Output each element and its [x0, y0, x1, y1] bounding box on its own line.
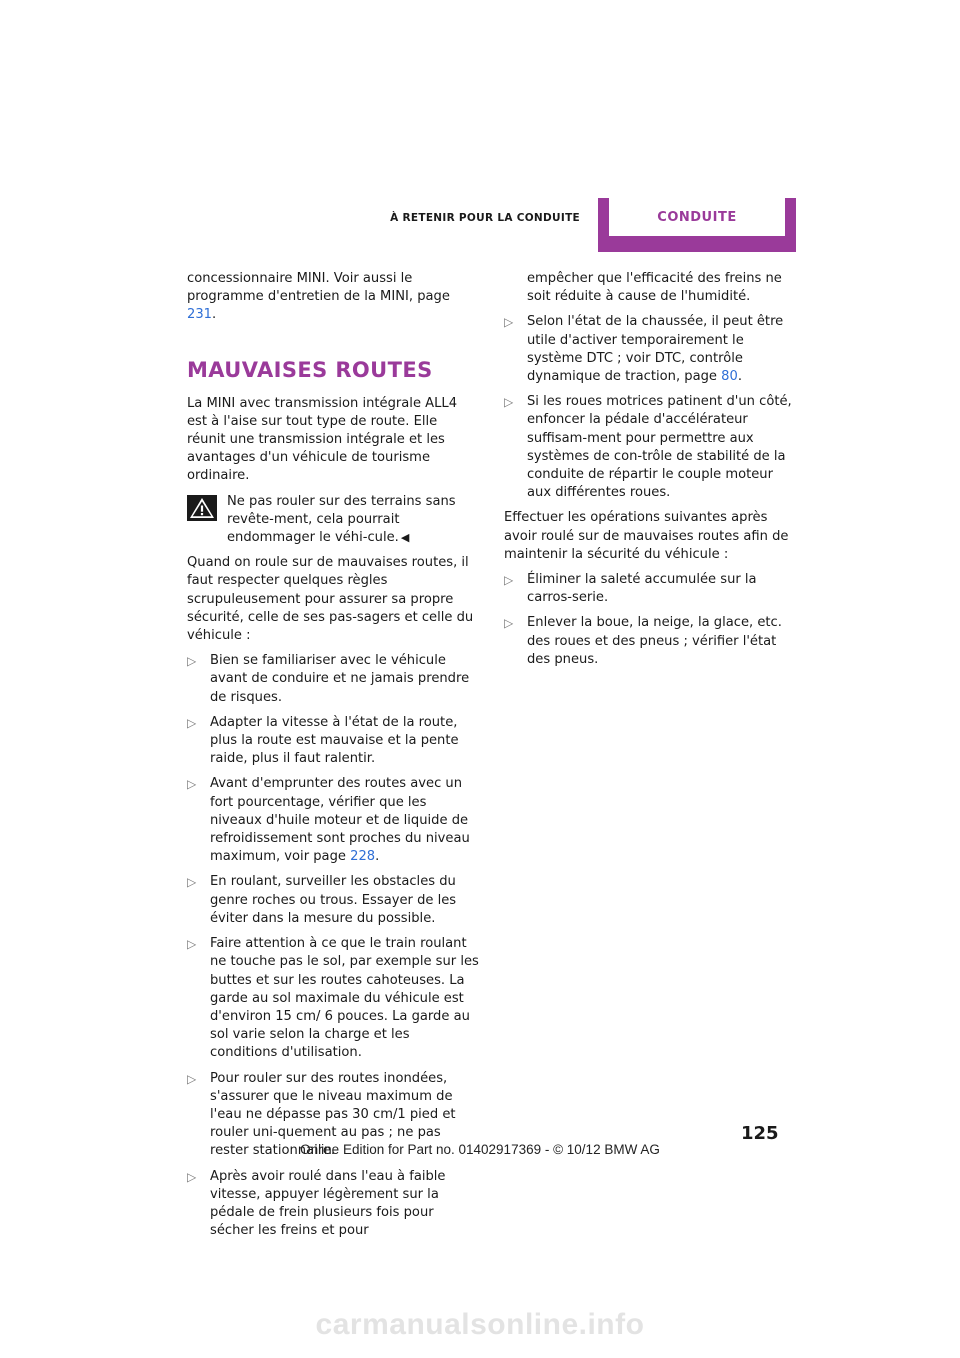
right-bullet-list-2: [504, 571, 796, 669]
list-item: [187, 873, 479, 928]
list-item-text: Avant d'emprunter des routes avec un fort pourcentage, vérifier que les niveaux d'huile moteur et de liquide de refroidissement sont proches du niveau maximum, voir page: [210, 776, 470, 865]
bullet-marker: ▷: [504, 315, 514, 330]
list-item: [187, 652, 479, 707]
right-bullet-list-1: [504, 313, 796, 502]
right-column: [504, 270, 796, 676]
warning-note: [187, 493, 479, 548]
bullet-marker: ▷: [504, 573, 514, 588]
section-header: À RETENIR POUR LA CONDUITE: [390, 212, 580, 224]
list-item-text: Après avoir roulé dans l'eau à faible vitesse, appuyer légèrement sur la pédale de frein plusieurs fois pour sécher les freins et pour: [210, 1168, 446, 1239]
bullet-marker: ▷: [187, 715, 197, 730]
bullet-marker: ▷: [187, 1169, 197, 1184]
list-item-text: Bien se familiariser avec le véhicule avant de conduire et ne jamais prendre de risques.: [210, 653, 470, 705]
bullet-marker: ▷: [187, 937, 197, 952]
footer-text: Online Edition for Part no. 01402917369 - © 10/12 BMW AG: [300, 1142, 660, 1157]
list-item-end: .: [737, 369, 742, 385]
bullet-continuation: empêcher que l'efficacité des freins ne soit réduite à cause de l'humidité.: [527, 271, 782, 305]
chapter-tab-label: CONDUITE: [609, 198, 785, 236]
warning-icon: [187, 495, 217, 521]
list-item-text: Selon l'état de la chaussée, il peut être utile d'activer temporairement le système DTC ; voir DTC, contrôle dynamique de traction, page: [527, 314, 784, 385]
list-item: [187, 1168, 479, 1241]
list-item: [187, 714, 479, 769]
list-item: [187, 935, 479, 1062]
intro-end: .: [212, 307, 217, 323]
list-item: [187, 775, 479, 866]
page-link-80[interactable]: 80: [721, 369, 738, 385]
paragraph-3: Effectuer les opérations suivantes après avoir roulé sur de mauvaises routes afin de maintenir la sécurité du véhicule :: [504, 510, 789, 562]
list-item-text: En roulant, surveiller les obstacles du genre roches ou trous. Essayer de les éviter dans la mesure du possible.: [210, 874, 457, 926]
bullet-marker: ▷: [504, 616, 514, 631]
paragraph-1: La MINI avec transmission intégrale ALL4 est à l'aise sur tout type de route. Elle réunit une transmission intégrale et les avantages d'un véhicule de tourisme ordinaire.: [187, 395, 458, 484]
intro-paragraph: [187, 270, 479, 325]
list-item-text: Pour rouler sur des routes inondées, s'assurer que le niveau maximum de l'eau ne dépasse pas 30 cm/1 pied et rouler uni-quement au pas ; ne pas rester stationnaire.: [210, 1070, 456, 1159]
list-item-end: .: [375, 849, 380, 865]
page-number: 125: [741, 1123, 779, 1144]
list-item-text: Si les roues motrices patinent d'un côté, enfoncer la pédale d'accélérateur suffisam-ment pour permettre aux systèmes de con-trôle de stabilité de la conduite de répartir le couple moteur aux différentes roues.: [527, 394, 792, 501]
bullet-marker: ▷: [187, 1071, 197, 1086]
bullet-marker: ▷: [187, 777, 197, 792]
section-title: MAUVAISES ROUTES: [187, 357, 433, 382]
list-item: [504, 393, 796, 502]
watermark: carmanualsonline.info: [315, 1308, 645, 1341]
list-item-text: Enlever la boue, la neige, la glace, etc. des roues et des pneus ; vérifier l'état des pneus.: [527, 615, 782, 667]
list-item-text: Adapter la vitesse à l'état de la route, plus la route est mauvaise et la pente raide, plus il faut ralentir.: [210, 714, 459, 767]
chapter-tab: [598, 198, 796, 252]
paragraph-2: Quand on roule sur de mauvaises routes, il faut respecter quelques règles scrupuleusement pour assurer sa propre sécurité, celle de ses pas-sagers et celle du véhicule :: [187, 555, 474, 644]
page-link-231[interactable]: 231: [187, 307, 212, 323]
end-marker: ◀: [400, 531, 410, 545]
page-link-228[interactable]: 228: [350, 849, 376, 865]
list-item: [504, 313, 796, 386]
warning-text: Ne pas rouler sur des terrains sans revête-ment, cela pourrait endommager le véhi-cule.: [227, 493, 456, 546]
list-item-text: Éliminer la saleté accumulée sur la carros-serie.: [527, 572, 757, 606]
list-item: [504, 614, 796, 669]
bullet-marker: ▷: [504, 395, 514, 410]
intro-text: concessionnaire MINI. Voir aussi le programme d'entretien de la MINI, page: [187, 271, 450, 305]
bullet-marker: ▷: [187, 875, 197, 890]
bullet-marker: ▷: [187, 654, 197, 669]
list-item-text: Faire attention à ce que le train roulant ne touche pas le sol, par exemple sur les buttes et sur les routes cahoteuses. La garde au sol maximale du véhicule est d'environ 15 cm/ 6 pouces. La garde au sol varie selon la charge et les conditions d'utilisation.: [210, 936, 479, 1061]
list-item: [504, 571, 796, 607]
left-column: [187, 270, 479, 1247]
